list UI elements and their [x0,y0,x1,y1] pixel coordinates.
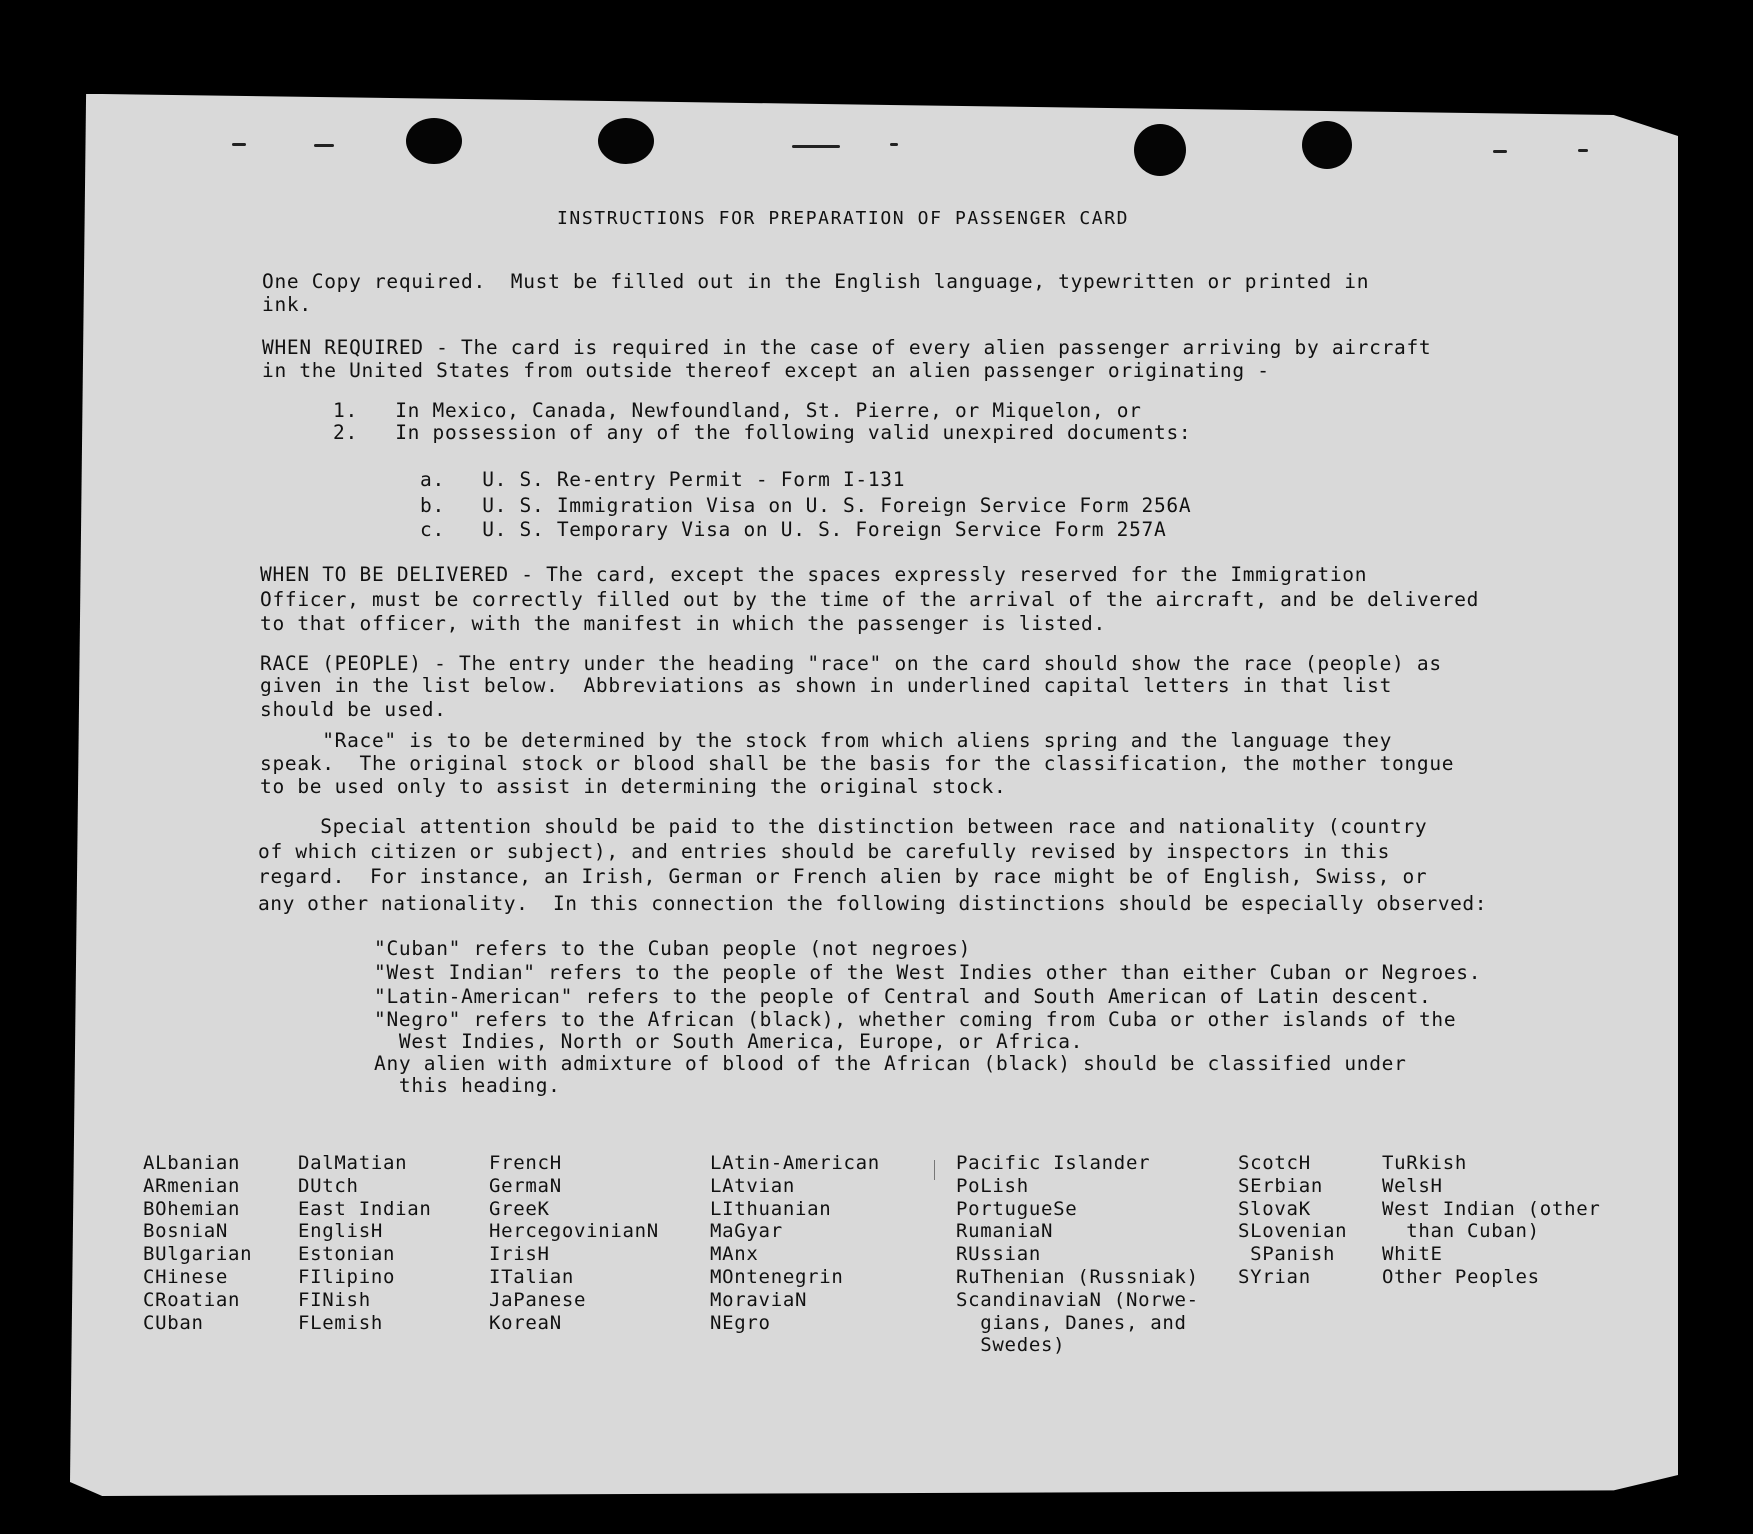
race-entry: RumaniaN [956,1220,1054,1243]
race-line: "Race" is to be determined by the stock from which aliens spring and the language they [260,729,1393,752]
race-entry: BosniaN [143,1220,228,1243]
distinction-line: West Indies, North or South America, Europe, or Africa. [374,1030,1084,1053]
race-entry: KoreaN [489,1311,562,1334]
race-entry: IrisH [489,1243,550,1266]
race-entry: Other Peoples [1382,1265,1540,1288]
speck-mark [1493,150,1507,153]
race-entry: FINish [298,1288,371,1311]
race-entry: ScandinaviaN (Norwe- [956,1288,1199,1311]
race-entry: LAtin-American [710,1152,880,1174]
race-entry: BUlgarian [143,1243,253,1266]
race-entry: RuThenian (Russniak) [956,1265,1199,1288]
race-entry: DalMatian [298,1152,408,1174]
race-line: speak. The original stock or blood shall be the basis for the classification, the mother tongue [260,752,1455,775]
race-entry: WelsH [1382,1174,1443,1197]
race-entry: LAtvian [710,1174,795,1197]
origin-item: 2. In possession of any of the following valid unexpired documents: [333,421,1192,444]
race-entry: SErbian [1238,1174,1323,1197]
race-line: Special attention should be paid to the distinction between race and nationality (country [258,815,1428,838]
document-item: c. U. S. Temporary Visa on U. S. Foreign Service Form 257A [420,518,1167,541]
race-entry: FrencH [489,1152,562,1174]
race-entry: than Cuban) [1382,1220,1540,1243]
punch-hole [406,118,462,164]
when-required-line: WHEN REQUIRED - The card is required in the case of every alien passenger arriving by aircraft [262,336,1432,359]
race-entry: ITalian [489,1265,574,1288]
race-line: given in the list below. Abbreviations as shown in underlined capital letters in that list [260,674,1393,697]
distinction-line: this heading. [374,1074,561,1097]
race-line: RACE (PEOPLE) - The entry under the heading "race" on the card should show the race (people) as [260,652,1442,675]
speck-mark [1578,149,1588,152]
race-entry: MOntenegrin [710,1265,844,1288]
race-entry: Pacific Islander [956,1152,1151,1174]
race-entry: JaPanese [489,1288,587,1311]
race-entry: LIthuanian [710,1197,832,1220]
race-line: should be used. [260,698,447,721]
race-entry: ALbanian [143,1152,241,1174]
race-entry: MaGyar [710,1220,783,1243]
race-line: any other nationality. In this connection the following distinctions should be especially observed: [258,892,1487,915]
race-entry: TuRkish [1382,1152,1467,1174]
race-column-6 [1238,1152,1347,1289]
when-delivered-line: to that officer, with the manifest in which the passenger is listed. [260,612,1106,635]
document-item: b. U. S. Immigration Visa on U. S. Foreign Service Form 256A [420,494,1192,517]
intro-line: ink. [262,293,312,316]
intro-line: One Copy required. Must be filled out in the English language, typewritten or printed in [262,270,1370,293]
race-entry: gians, Danes, and [956,1311,1187,1334]
race-entry: BOhemian [143,1197,241,1220]
race-line: regard. For instance, an Irish, German or French alien by race might be of English, Swiss, or [258,865,1428,888]
race-entry: FIlipino [298,1265,396,1288]
punch-hole [1134,124,1186,176]
race-entry: West Indian (other [1382,1197,1601,1220]
race-entry: RUssian [956,1243,1041,1266]
race-entry: MAnx [710,1243,759,1266]
race-entry: MoraviaN [710,1288,808,1311]
race-entry: Estonian [298,1243,396,1266]
race-entry: CUban [143,1311,204,1334]
race-entry: East Indian [298,1197,432,1220]
race-entry: SPanish [1238,1243,1336,1266]
race-entry: WhitE [1382,1243,1443,1266]
speck-mark [890,143,898,146]
race-entry: SlovaK [1238,1197,1311,1220]
race-entry: ARmenian [143,1174,241,1197]
race-column-2 [298,1152,432,1334]
distinction-line: Any alien with admixture of blood of the African (black) should be classified under [374,1052,1407,1075]
race-column-3 [489,1152,659,1334]
page-title: INSTRUCTIONS FOR PREPARATION OF PASSENGER CARD [557,208,1130,229]
fold-mark [934,1160,935,1180]
punch-hole [1302,121,1352,169]
race-entry: NEgro [710,1311,771,1334]
race-entry: Swedes) [956,1334,1066,1357]
race-entry: HercegovinianN [489,1220,659,1243]
speck-mark [314,144,334,147]
race-line: to be used only to assist in determining the original stock. [260,775,1007,798]
race-entry: EnglisH [298,1220,383,1243]
race-entry: DUtch [298,1174,359,1197]
race-column-1 [143,1152,252,1334]
race-line: of which citizen or subject), and entries should be carefully revised by inspectors in this [258,840,1391,863]
distinction-line: "West Indian" refers to the people of the West Indies other than either Cuban or Negroes. [374,961,1482,984]
race-entry: ScotcH [1238,1152,1311,1174]
punch-hole [598,118,654,164]
race-entry: SYrian [1238,1265,1311,1288]
distinction-line: "Negro" refers to the African (black), whether coming from Cuba or other islands of the [374,1008,1457,1031]
race-column-7 [1382,1152,1601,1289]
race-entry: PoLish [956,1174,1029,1197]
race-entry: FLemish [298,1311,383,1334]
speck-mark [232,143,246,146]
race-entry: GreeK [489,1197,550,1220]
when-delivered-line: WHEN TO BE DELIVERED - The card, except the spaces expressly reserved for the Immigration [260,563,1368,586]
document-item: a. U. S. Re-entry Permit - Form I-131 [420,468,906,491]
distinction-line: "Cuban" refers to the Cuban people (not negroes) [374,937,972,960]
race-entry: PortugueSe [956,1197,1078,1220]
race-entry: GermaN [489,1174,562,1197]
race-entry: SLovenian [1238,1220,1348,1243]
speck-mark [792,145,840,148]
when-delivered-line: Officer, must be correctly filled out by the time of the arrival of the aircraft, and be delivered [260,588,1480,611]
when-required-line: in the United States from outside thereof except an alien passenger originating - [262,359,1270,382]
race-column-4 [710,1152,880,1334]
race-column-5 [956,1152,1199,1357]
race-entry: CRoatian [143,1288,241,1311]
origin-item: 1. In Mexico, Canada, Newfoundland, St. Pierre, or Miquelon, or [333,399,1142,422]
race-entry: CHinese [143,1265,228,1288]
distinction-line: "Latin-American" refers to the people of Central and South American of Latin descent. [374,985,1432,1008]
